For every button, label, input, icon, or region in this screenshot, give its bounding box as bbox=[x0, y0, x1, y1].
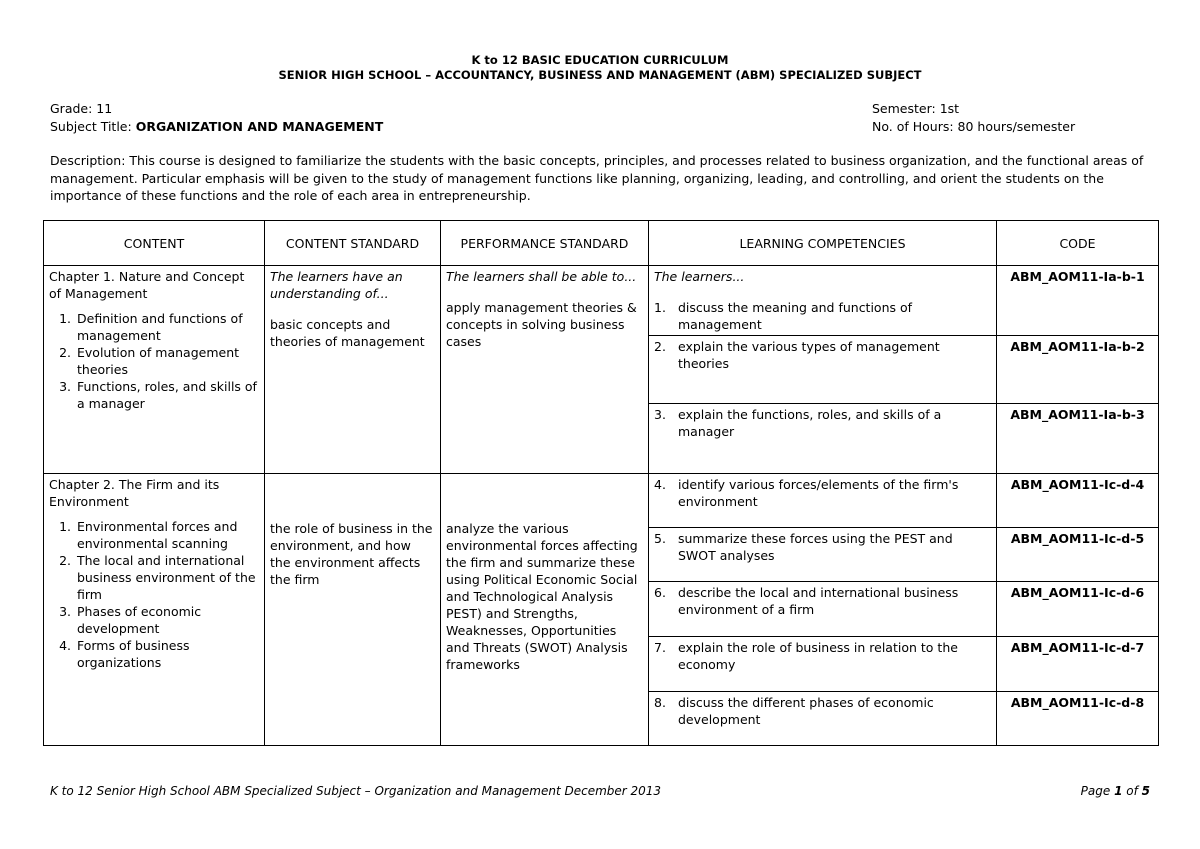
list-item: 1. Definition and functions of management bbox=[75, 310, 259, 344]
competency-item bbox=[654, 584, 991, 618]
content-standard-intro: The learners have an understanding of... bbox=[270, 269, 403, 301]
competency-code: ABM_AOM11-Ic-d-8 bbox=[997, 692, 1159, 746]
subject-title-label: Subject Title: bbox=[50, 119, 136, 134]
performance-standard-text: apply management theories & concepts in solving business cases bbox=[446, 300, 637, 349]
competency-text: explain the various types of management theories bbox=[678, 339, 940, 371]
chapter-1-content bbox=[44, 266, 265, 474]
competency-number: 1. bbox=[654, 300, 666, 315]
page-prefix: Page bbox=[1080, 784, 1115, 798]
chapter-1-content-standard bbox=[265, 266, 441, 474]
competency-code: ABM_AOM11-Ic-d-4 bbox=[997, 474, 1159, 528]
competency-text: summarize these forces using the PEST and SWOT analyses bbox=[678, 531, 953, 563]
subject-title-value: ORGANIZATION AND MANAGEMENT bbox=[135, 119, 384, 134]
competency-cell bbox=[649, 637, 997, 692]
competency-item bbox=[654, 476, 991, 510]
list-item: 3. Functions, roles, and skills of a manager bbox=[75, 378, 259, 412]
list-item: 1. Environmental forces and environmental scanning bbox=[75, 518, 259, 552]
competency-code: ABM_AOM11-Ia-b-2 bbox=[997, 336, 1159, 404]
hours-label: No. of Hours: 80 hours/semester bbox=[872, 119, 1076, 134]
competency-cell bbox=[649, 266, 997, 336]
topic-list bbox=[49, 518, 259, 671]
competency-text: describe the local and international business environment of a firm bbox=[678, 585, 959, 617]
list-item: 4. Forms of business organizations bbox=[75, 637, 259, 671]
header-content-standard: CONTENT STANDARD bbox=[265, 221, 441, 266]
semester-label: Semester: 1st bbox=[872, 101, 960, 116]
competency-code: ABM_AOM11-Ic-d-7 bbox=[997, 637, 1159, 692]
competency-item bbox=[654, 406, 991, 440]
competency-cell bbox=[649, 474, 997, 528]
competency-number: 6. bbox=[654, 585, 666, 600]
competency-item bbox=[654, 639, 991, 673]
competency-item bbox=[654, 299, 991, 333]
footer-text: K to 12 Senior High School ABM Specialized Subject – Organization and Management December 2013 bbox=[50, 784, 662, 798]
chapter-2-content-standard bbox=[265, 474, 441, 746]
competency-text: discuss the meaning and functions of management bbox=[678, 300, 913, 332]
competency-code: ABM_AOM11-Ic-d-5 bbox=[997, 528, 1159, 582]
competency-code: ABM_AOM11-Ia-b-1 bbox=[997, 266, 1159, 336]
header-performance-standard: PERFORMANCE STANDARD bbox=[441, 221, 649, 266]
competency-number: 2. bbox=[654, 339, 666, 354]
chapter-2-content bbox=[44, 474, 265, 746]
header-code: CODE bbox=[997, 221, 1159, 266]
page-of: of bbox=[1122, 784, 1142, 798]
table-row bbox=[44, 266, 1159, 336]
competency-number: 7. bbox=[654, 640, 666, 655]
competency-item bbox=[654, 338, 991, 372]
list-item: 2. The local and international business environment of the firm bbox=[75, 552, 259, 603]
grade-label: Grade: 11 bbox=[50, 101, 113, 116]
competency-code: ABM_AOM11-Ic-d-6 bbox=[997, 582, 1159, 637]
table-row bbox=[44, 474, 1159, 528]
page-number bbox=[1081, 784, 1150, 798]
competency-text: explain the role of business in relation to the economy bbox=[678, 640, 958, 672]
competency-cell bbox=[649, 528, 997, 582]
competency-cell bbox=[649, 582, 997, 637]
subject-title bbox=[50, 119, 383, 134]
competency-item bbox=[654, 530, 991, 564]
competency-cell bbox=[649, 404, 997, 474]
competency-cell bbox=[649, 692, 997, 746]
competency-text: explain the functions, roles, and skills of a manager bbox=[678, 407, 942, 439]
list-item: 3. Phases of economic development bbox=[75, 603, 259, 637]
topic-list bbox=[49, 310, 259, 412]
performance-standard-text: analyze the various environmental forces affecting the firm and summarize these using Political Economic Social and Technological Analysis PEST) and Strengths, Weaknesses, Opportunities and Threats (SWOT) Analysis frameworks bbox=[446, 521, 638, 672]
curriculum-title: K to 12 BASIC EDUCATION CURRICULUM bbox=[471, 53, 729, 67]
header-content: CONTENT bbox=[44, 221, 265, 266]
curriculum-table bbox=[43, 220, 1159, 746]
competency-number: 5. bbox=[654, 531, 666, 546]
competency-code: ABM_AOM11-Ia-b-3 bbox=[997, 404, 1159, 474]
content-standard-text: basic concepts and theories of management bbox=[270, 317, 425, 349]
header-learning-competencies: LEARNING COMPETENCIES bbox=[649, 221, 997, 266]
course-description: Description: This course is designed to familiarize the students with the basic concepts, principles, and processes related to business organization, and the functional areas of management. Particular emphasis will be given to the study of management functions like planning, organizing, leading, and controlling, and orient the students on the importance of these functions and the role of each area in entrepreneurship. bbox=[50, 153, 1144, 203]
competency-cell bbox=[649, 336, 997, 404]
chapter-title: Chapter 2. The Firm and its Environment bbox=[49, 477, 220, 509]
performance-standard-intro: The learners shall be able to... bbox=[446, 269, 637, 284]
competency-number: 3. bbox=[654, 407, 666, 422]
competencies-intro: The learners... bbox=[654, 269, 745, 284]
competency-text: identify various forces/elements of the firm's environment bbox=[678, 477, 959, 509]
competency-number: 4. bbox=[654, 477, 666, 492]
list-item: 2. Evolution of management theories bbox=[75, 344, 259, 378]
competency-text: discuss the different phases of economic development bbox=[678, 695, 934, 727]
page-total: 5 bbox=[1141, 784, 1150, 798]
chapter-2-performance-standard bbox=[441, 474, 649, 746]
chapter-1-performance-standard bbox=[441, 266, 649, 474]
chapter-title: Chapter 1. Nature and Concept of Management bbox=[49, 269, 245, 301]
table-header-row bbox=[44, 221, 1159, 266]
competency-number: 8. bbox=[654, 695, 666, 710]
content-standard-text: the role of business in the environment, and how the environment affects the firm bbox=[270, 521, 433, 587]
competency-item bbox=[654, 694, 991, 728]
curriculum-subtitle: SENIOR HIGH SCHOOL – ACCOUNTANCY, BUSINESS AND MANAGEMENT (ABM) SPECIALIZED SUBJECT bbox=[278, 68, 922, 82]
page-current: 1 bbox=[1114, 784, 1123, 798]
